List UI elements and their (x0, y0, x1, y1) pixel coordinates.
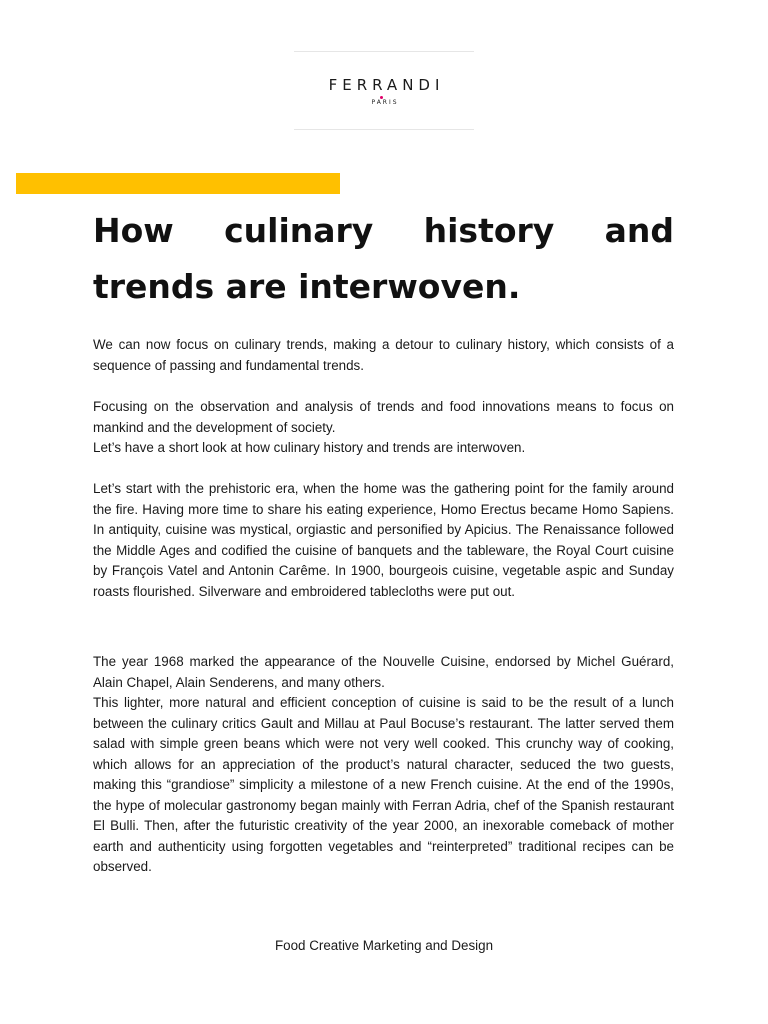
history-paragraph (93, 479, 674, 602)
accent-bar (16, 173, 340, 194)
focus-paragraph (93, 397, 674, 459)
paragraph-text: Focusing on the observation and analysis of trends and food innovations means to focus on mankind and the development of society. (93, 399, 674, 435)
nouvelle-cuisine-paragraph (93, 652, 674, 878)
ferrandi-logo (294, 51, 474, 130)
paragraph-text: Let’s have a short look at how culinary history and trends are interwoven. (93, 440, 526, 455)
paragraph-text: This lighter, more natural and efficient conception of cuisine is said to be the result of a lunch between the culinary critics Gault and Millau at Paul Bocuse’s restaurant. The latter served them salad with simple green beans which were not very well cooked. This crunchy way of cooking, which allows for an appreciation of the product’s natural character, seduced the two guests, making this “grandiose” simplicity a milestone of a new French cuisine. At the end of the 1990s, the hype of molecular gastronomy began mainly with Ferran Adria, chef of the Spanish restaurant El Bulli. Then, after the futuristic creativity of the year 2000, an inexorable comeback of mother earth and authenticity using forgotten vegetables and “reinterpreted” traditional recipes can be observed. (93, 695, 674, 874)
intro-paragraph (93, 335, 674, 376)
paragraph-text: We can now focus on culinary trends, making a detour to culinary history, which consists of a sequence of passing and fundamental trends. (93, 337, 674, 373)
paragraph-text: Let’s start with the prehistoric era, when the home was the gathering point for the family around the fire. Having more time to share his eating experience, Homo Erectus became Homo Sapiens. In antiquity, cuisine was mystical, orgiastic and personified by Apicius. The Renaissance followed the Middle Ages and codified the cuisine of banquets and the tableware, the Royal Court cuisine by François Vatel and Antonin Carême. In 1900, bourgeois cuisine, vegetable aspic and Sunday roasts flourished. Silverware and embroidered tablecloths were put out. (93, 481, 674, 599)
paragraph-text: The year 1968 marked the appearance of the Nouvelle Cuisine, endorsed by Michel Guérard, Alain Chapel, Alain Senderens, and many others. (93, 654, 674, 690)
page-title: How culinary history and trends are interwoven. (93, 211, 674, 306)
page-footer: Food Creative Marketing and Design (274, 938, 494, 953)
logo-wordmark: FERRANDI (328, 76, 445, 94)
logo-city: PARIS (371, 99, 399, 106)
